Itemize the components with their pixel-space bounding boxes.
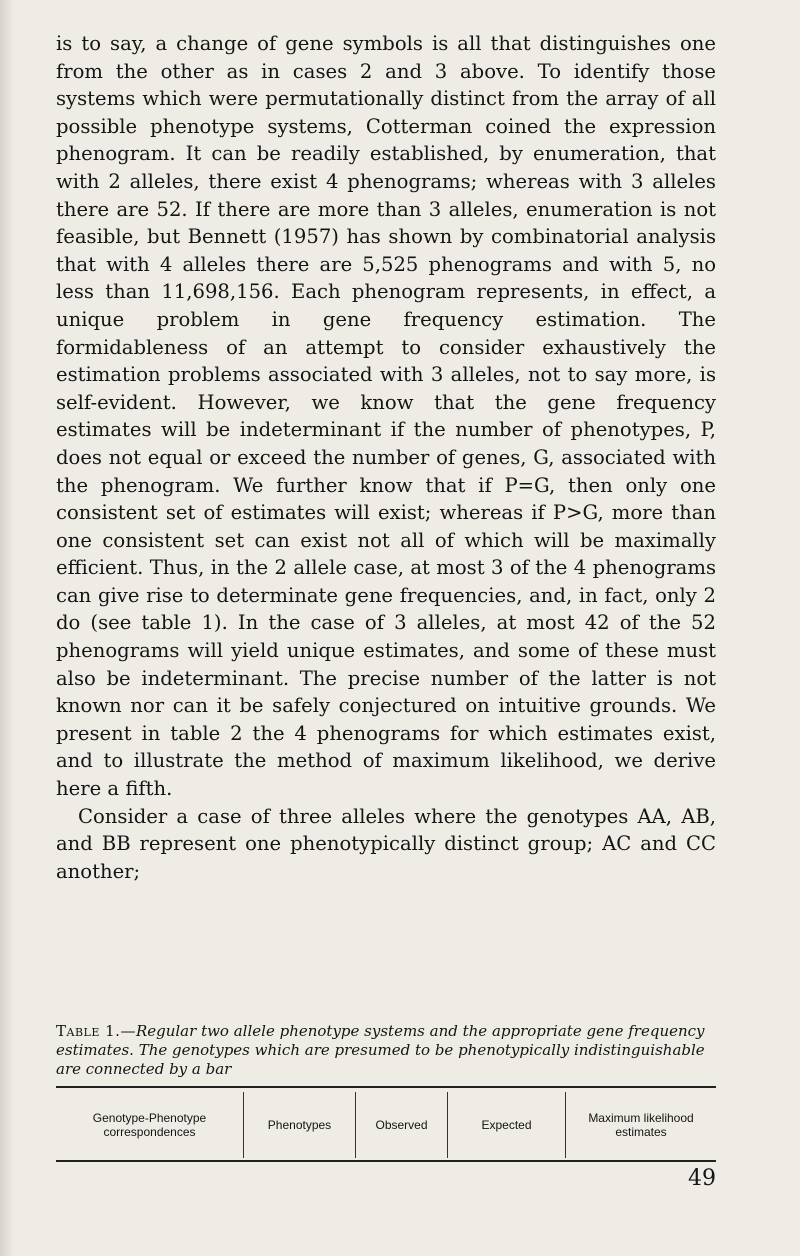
table-1 bbox=[56, 1086, 716, 1164]
table-top-rule bbox=[56, 1086, 716, 1088]
paragraph-2: Consider a case of three alleles where the genotypes AA, AB, and BB represent one phenotypically distinct group; AC and CC another; bbox=[56, 804, 716, 883]
header-phenotypes: Phenotypes bbox=[244, 1092, 356, 1158]
page-number: 49 bbox=[688, 1166, 716, 1191]
body-text bbox=[56, 30, 716, 885]
table-caption bbox=[56, 1022, 716, 1079]
caption-lead: Table 1.— bbox=[56, 1022, 136, 1040]
table-header-rule bbox=[56, 1160, 716, 1162]
caption-text: Regular two allele phenotype systems and the appropriate gene frequency estimates. The genotypes which are presumed to be phenotypically indistinguishable are connected by a bar bbox=[56, 1022, 705, 1078]
paragraph-1: is to say, a change of gene symbols is all that distinguishes one from the other as in cases 2 and 3 above. To identify those systems which were permutationally distinct from the array of all possible phenotype systems, Cotterman coined the expression phenogram. It can be readily established, by enumeration, that with 2 alleles, there exist 4 phenograms; whereas with 3 alleles there are 52. If there are more than 3 alleles, enumeration is not feasible, but Bennett (1957) has shown by combinatorial analysis that with 4 alleles there are 5,525 phenograms and with 5, no less than 11,698,156. Each phenogram represents, in effect, a unique problem in gene frequency estimation. The formidableness of an attempt to consider exhaustively the estimation problems associated with 3 alleles, not to say more, is self-evident. However, we know that the gene frequency estimates will be indeterminant if the number of phenotypes, P, does not equal or exceed the number of genes, G, associated with the phenogram. We further know that if P=G, then only one consistent set of estimates will exist; whereas if P>G, more than one consistent set can exist not all of which will be maximally efficient. Thus, in the 2 allele case, at most 3 of the 4 phenograms can give rise to determinate gene frequencies, and, in fact, only 2 do (see table 1). In the case of 3 alleles, at most 42 of the 52 phenograms will yield unique estimates, and some of these must also be indeterminant. The precise number of the latter is not known nor can it be safely conjectured on intuitive grounds. We present in table 2 the 4 phenograms for which estimates exist, and to illustrate the method of maximum likelihood, we derive here a fifth. bbox=[56, 32, 716, 801]
table-header-row bbox=[56, 1092, 716, 1158]
header-ml-estimates: Maximum likelihood estimates bbox=[588, 1111, 694, 1139]
header-genotype-phenotype: Genotype-Phenotype correspondences bbox=[56, 1092, 244, 1158]
header-observed: Observed bbox=[356, 1092, 448, 1158]
header-expected: Expected bbox=[448, 1092, 566, 1158]
page-binding-shadow bbox=[0, 0, 14, 1256]
